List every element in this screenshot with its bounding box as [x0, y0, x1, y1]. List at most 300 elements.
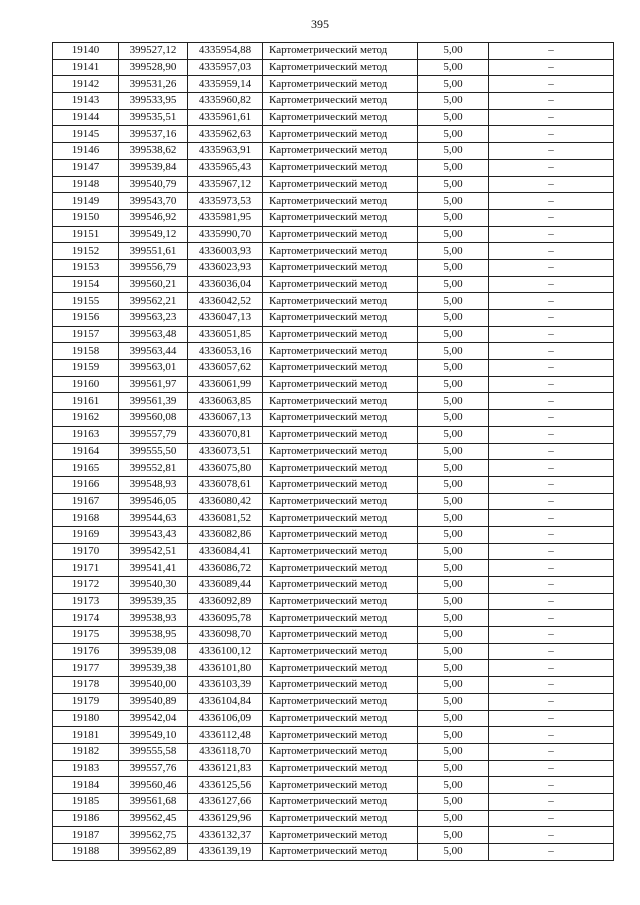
x-coordinate-cell: 399540,89: [119, 693, 188, 710]
x-coordinate-cell: 399563,23: [119, 310, 188, 327]
point-number-cell: 19143: [53, 93, 119, 110]
description-cell: –: [489, 543, 614, 560]
table-row: [53, 159, 614, 176]
precision-cell: 5,00: [418, 360, 489, 377]
point-number-cell: 19171: [53, 560, 119, 577]
x-coordinate-cell: 399563,48: [119, 326, 188, 343]
precision-cell: 5,00: [418, 93, 489, 110]
y-coordinate-cell: 4336061,99: [188, 376, 263, 393]
table-row: [53, 276, 614, 293]
method-cell: Картометрический метод: [263, 643, 418, 660]
precision-cell: 5,00: [418, 59, 489, 76]
table-row: [53, 760, 614, 777]
method-cell: Картометрический метод: [263, 443, 418, 460]
point-number-cell: 19159: [53, 360, 119, 377]
x-coordinate-cell: 399527,12: [119, 43, 188, 60]
y-coordinate-cell: 4336036,04: [188, 276, 263, 293]
description-cell: –: [489, 93, 614, 110]
description-cell: –: [489, 610, 614, 627]
method-cell: Картометрический метод: [263, 226, 418, 243]
y-coordinate-cell: 4336098,70: [188, 627, 263, 644]
description-cell: –: [489, 76, 614, 93]
point-number-cell: 19169: [53, 526, 119, 543]
y-coordinate-cell: 4336053,16: [188, 343, 263, 360]
point-number-cell: 19158: [53, 343, 119, 360]
precision-cell: 5,00: [418, 810, 489, 827]
x-coordinate-cell: 399563,01: [119, 360, 188, 377]
table-row: [53, 43, 614, 60]
table-row: [53, 693, 614, 710]
y-coordinate-cell: 4336127,66: [188, 793, 263, 810]
precision-cell: 5,00: [418, 376, 489, 393]
description-cell: –: [489, 159, 614, 176]
precision-cell: 5,00: [418, 393, 489, 410]
y-coordinate-cell: 4336095,78: [188, 610, 263, 627]
description-cell: –: [489, 276, 614, 293]
y-coordinate-cell: 4335954,88: [188, 43, 263, 60]
point-number-cell: 19165: [53, 460, 119, 477]
description-cell: –: [489, 143, 614, 160]
description-cell: –: [489, 293, 614, 310]
y-coordinate-cell: 4335965,43: [188, 159, 263, 176]
method-cell: Картометрический метод: [263, 526, 418, 543]
precision-cell: 5,00: [418, 310, 489, 327]
point-number-cell: 19142: [53, 76, 119, 93]
description-cell: –: [489, 460, 614, 477]
y-coordinate-cell: 4336125,56: [188, 777, 263, 794]
method-cell: Картометрический метод: [263, 410, 418, 427]
table-row: [53, 510, 614, 527]
point-number-cell: 19183: [53, 760, 119, 777]
precision-cell: 5,00: [418, 460, 489, 477]
table-row: [53, 410, 614, 427]
table-row: [53, 243, 614, 260]
y-coordinate-cell: 4336086,72: [188, 560, 263, 577]
y-coordinate-cell: 4336075,80: [188, 460, 263, 477]
method-cell: Картометрический метод: [263, 476, 418, 493]
method-cell: Картометрический метод: [263, 343, 418, 360]
y-coordinate-cell: 4336118,70: [188, 743, 263, 760]
point-number-cell: 19184: [53, 777, 119, 794]
y-coordinate-cell: 4335961,61: [188, 109, 263, 126]
point-number-cell: 19166: [53, 476, 119, 493]
point-number-cell: 19162: [53, 410, 119, 427]
description-cell: –: [489, 193, 614, 210]
table-row: [53, 360, 614, 377]
description-cell: –: [489, 677, 614, 694]
point-number-cell: 19152: [53, 243, 119, 260]
precision-cell: 5,00: [418, 276, 489, 293]
table-row: [53, 627, 614, 644]
x-coordinate-cell: 399537,16: [119, 126, 188, 143]
point-number-cell: 19141: [53, 59, 119, 76]
method-cell: Картометрический метод: [263, 276, 418, 293]
method-cell: Картометрический метод: [263, 293, 418, 310]
x-coordinate-cell: 399528,90: [119, 59, 188, 76]
x-coordinate-cell: 399549,10: [119, 727, 188, 744]
table-row: [53, 493, 614, 510]
point-number-cell: 19164: [53, 443, 119, 460]
x-coordinate-cell: 399546,92: [119, 209, 188, 226]
y-coordinate-cell: 4336121,83: [188, 760, 263, 777]
method-cell: Картометрический метод: [263, 310, 418, 327]
method-cell: Картометрический метод: [263, 243, 418, 260]
y-coordinate-cell: 4336082,86: [188, 526, 263, 543]
precision-cell: 5,00: [418, 510, 489, 527]
precision-cell: 5,00: [418, 827, 489, 844]
x-coordinate-cell: 399541,41: [119, 560, 188, 577]
x-coordinate-cell: 399556,79: [119, 259, 188, 276]
x-coordinate-cell: 399560,08: [119, 410, 188, 427]
table-row: [53, 176, 614, 193]
x-coordinate-cell: 399562,75: [119, 827, 188, 844]
point-number-cell: 19172: [53, 577, 119, 594]
table-row: [53, 677, 614, 694]
description-cell: –: [489, 560, 614, 577]
x-coordinate-cell: 399539,38: [119, 660, 188, 677]
description-cell: –: [489, 710, 614, 727]
y-coordinate-cell: 4336067,13: [188, 410, 263, 427]
description-cell: –: [489, 593, 614, 610]
precision-cell: 5,00: [418, 109, 489, 126]
table-row: [53, 426, 614, 443]
method-cell: Картометрический метод: [263, 710, 418, 727]
y-coordinate-cell: 4336070,81: [188, 426, 263, 443]
precision-cell: 5,00: [418, 426, 489, 443]
point-number-cell: 19186: [53, 810, 119, 827]
x-coordinate-cell: 399562,45: [119, 810, 188, 827]
x-coordinate-cell: 399561,68: [119, 793, 188, 810]
table-row: [53, 93, 614, 110]
y-coordinate-cell: 4335957,03: [188, 59, 263, 76]
x-coordinate-cell: 399560,46: [119, 777, 188, 794]
precision-cell: 5,00: [418, 209, 489, 226]
precision-cell: 5,00: [418, 410, 489, 427]
page-number: 395: [311, 17, 329, 31]
description-cell: –: [489, 393, 614, 410]
method-cell: Картометрический метод: [263, 326, 418, 343]
description-cell: –: [489, 660, 614, 677]
point-number-cell: 19182: [53, 743, 119, 760]
y-coordinate-cell: 4336003,93: [188, 243, 263, 260]
precision-cell: 5,00: [418, 43, 489, 60]
table-row: [53, 543, 614, 560]
description-cell: –: [489, 176, 614, 193]
precision-cell: 5,00: [418, 476, 489, 493]
table-row: [53, 844, 614, 861]
y-coordinate-cell: 4336078,61: [188, 476, 263, 493]
x-coordinate-cell: 399562,89: [119, 844, 188, 861]
description-cell: –: [489, 844, 614, 861]
x-coordinate-cell: 399557,76: [119, 760, 188, 777]
y-coordinate-cell: 4335967,12: [188, 176, 263, 193]
x-coordinate-cell: 399555,50: [119, 443, 188, 460]
x-coordinate-cell: 399539,84: [119, 159, 188, 176]
y-coordinate-cell: 4336129,96: [188, 810, 263, 827]
method-cell: Картометрический метод: [263, 593, 418, 610]
point-number-cell: 19154: [53, 276, 119, 293]
y-coordinate-cell: 4336051,85: [188, 326, 263, 343]
x-coordinate-cell: 399563,44: [119, 343, 188, 360]
precision-cell: 5,00: [418, 793, 489, 810]
method-cell: Картометрический метод: [263, 43, 418, 60]
method-cell: Картометрический метод: [263, 760, 418, 777]
method-cell: Картометрический метод: [263, 176, 418, 193]
table-row: [53, 393, 614, 410]
point-number-cell: 19178: [53, 677, 119, 694]
coordinates-table: [52, 42, 614, 861]
method-cell: Картометрический метод: [263, 777, 418, 794]
precision-cell: 5,00: [418, 560, 489, 577]
point-number-cell: 19151: [53, 226, 119, 243]
y-coordinate-cell: 4336042,52: [188, 293, 263, 310]
point-number-cell: 19160: [53, 376, 119, 393]
x-coordinate-cell: 399557,79: [119, 426, 188, 443]
table-row: [53, 226, 614, 243]
y-coordinate-cell: 4335962,63: [188, 126, 263, 143]
precision-cell: 5,00: [418, 643, 489, 660]
y-coordinate-cell: 4336081,52: [188, 510, 263, 527]
method-cell: Картометрический метод: [263, 109, 418, 126]
table-row: [53, 793, 614, 810]
y-coordinate-cell: 4335973,53: [188, 193, 263, 210]
x-coordinate-cell: 399543,70: [119, 193, 188, 210]
description-cell: –: [489, 326, 614, 343]
x-coordinate-cell: 399544,63: [119, 510, 188, 527]
table-row: [53, 259, 614, 276]
precision-cell: 5,00: [418, 727, 489, 744]
method-cell: Картометрический метод: [263, 259, 418, 276]
y-coordinate-cell: 4336047,13: [188, 310, 263, 327]
table-row: [53, 526, 614, 543]
table-row: [53, 810, 614, 827]
table-row: [53, 727, 614, 744]
x-coordinate-cell: 399539,08: [119, 643, 188, 660]
y-coordinate-cell: 4336023,93: [188, 259, 263, 276]
description-cell: –: [489, 526, 614, 543]
table-row: [53, 143, 614, 160]
point-number-cell: 19155: [53, 293, 119, 310]
y-coordinate-cell: 4335990,70: [188, 226, 263, 243]
y-coordinate-cell: 4336057,62: [188, 360, 263, 377]
x-coordinate-cell: 399539,35: [119, 593, 188, 610]
point-number-cell: 19144: [53, 109, 119, 126]
precision-cell: 5,00: [418, 343, 489, 360]
y-coordinate-cell: 4335981,95: [188, 209, 263, 226]
precision-cell: 5,00: [418, 844, 489, 861]
precision-cell: 5,00: [418, 259, 489, 276]
x-coordinate-cell: 399546,05: [119, 493, 188, 510]
method-cell: Картометрический метод: [263, 660, 418, 677]
description-cell: –: [489, 209, 614, 226]
y-coordinate-cell: 4336106,09: [188, 710, 263, 727]
precision-cell: 5,00: [418, 159, 489, 176]
table-row: [53, 827, 614, 844]
point-number-cell: 19147: [53, 159, 119, 176]
x-coordinate-cell: 399542,51: [119, 543, 188, 560]
x-coordinate-cell: 399561,97: [119, 376, 188, 393]
description-cell: –: [489, 627, 614, 644]
x-coordinate-cell: 399562,21: [119, 293, 188, 310]
precision-cell: 5,00: [418, 243, 489, 260]
point-number-cell: 19179: [53, 693, 119, 710]
precision-cell: 5,00: [418, 760, 489, 777]
method-cell: Картометрический метод: [263, 76, 418, 93]
description-cell: –: [489, 109, 614, 126]
table-row: [53, 126, 614, 143]
y-coordinate-cell: 4336073,51: [188, 443, 263, 460]
table-row: [53, 610, 614, 627]
precision-cell: 5,00: [418, 443, 489, 460]
coordinates-table-body: [53, 43, 614, 861]
precision-cell: 5,00: [418, 593, 489, 610]
precision-cell: 5,00: [418, 293, 489, 310]
x-coordinate-cell: 399551,61: [119, 243, 188, 260]
table-row: [53, 293, 614, 310]
method-cell: Картометрический метод: [263, 677, 418, 694]
x-coordinate-cell: 399560,21: [119, 276, 188, 293]
precision-cell: 5,00: [418, 326, 489, 343]
point-number-cell: 19161: [53, 393, 119, 410]
x-coordinate-cell: 399543,43: [119, 526, 188, 543]
table-row: [53, 209, 614, 226]
description-cell: –: [489, 643, 614, 660]
y-coordinate-cell: 4336104,84: [188, 693, 263, 710]
method-cell: Картометрический метод: [263, 743, 418, 760]
point-number-cell: 19167: [53, 493, 119, 510]
point-number-cell: 19188: [53, 844, 119, 861]
table-row: [53, 643, 614, 660]
method-cell: Картометрический метод: [263, 360, 418, 377]
description-cell: –: [489, 343, 614, 360]
description-cell: –: [489, 360, 614, 377]
point-number-cell: 19187: [53, 827, 119, 844]
point-number-cell: 19140: [53, 43, 119, 60]
point-number-cell: 19181: [53, 727, 119, 744]
method-cell: Картометрический метод: [263, 59, 418, 76]
method-cell: Картометрический метод: [263, 193, 418, 210]
description-cell: –: [489, 410, 614, 427]
description-cell: –: [489, 59, 614, 76]
table-row: [53, 577, 614, 594]
x-coordinate-cell: 399531,26: [119, 76, 188, 93]
point-number-cell: 19185: [53, 793, 119, 810]
x-coordinate-cell: 399538,95: [119, 627, 188, 644]
table-row: [53, 326, 614, 343]
precision-cell: 5,00: [418, 226, 489, 243]
method-cell: Картометрический метод: [263, 560, 418, 577]
precision-cell: 5,00: [418, 193, 489, 210]
point-number-cell: 19176: [53, 643, 119, 660]
x-coordinate-cell: 399540,30: [119, 577, 188, 594]
table-row: [53, 660, 614, 677]
description-cell: –: [489, 43, 614, 60]
method-cell: Картометрический метод: [263, 393, 418, 410]
method-cell: Картометрический метод: [263, 143, 418, 160]
point-number-cell: 19149: [53, 193, 119, 210]
description-cell: –: [489, 793, 614, 810]
method-cell: Картометрический метод: [263, 793, 418, 810]
x-coordinate-cell: 399540,79: [119, 176, 188, 193]
precision-cell: 5,00: [418, 777, 489, 794]
x-coordinate-cell: 399538,93: [119, 610, 188, 627]
point-number-cell: 19168: [53, 510, 119, 527]
point-number-cell: 19180: [53, 710, 119, 727]
description-cell: –: [489, 126, 614, 143]
y-coordinate-cell: 4335959,14: [188, 76, 263, 93]
description-cell: –: [489, 476, 614, 493]
x-coordinate-cell: 399542,04: [119, 710, 188, 727]
table-row: [53, 310, 614, 327]
method-cell: Картометрический метод: [263, 126, 418, 143]
x-coordinate-cell: 399533,95: [119, 93, 188, 110]
point-number-cell: 19150: [53, 209, 119, 226]
method-cell: Картометрический метод: [263, 844, 418, 861]
point-number-cell: 19173: [53, 593, 119, 610]
point-number-cell: 19170: [53, 543, 119, 560]
description-cell: –: [489, 376, 614, 393]
y-coordinate-cell: 4335963,91: [188, 143, 263, 160]
table-row: [53, 593, 614, 610]
point-number-cell: 19175: [53, 627, 119, 644]
precision-cell: 5,00: [418, 143, 489, 160]
precision-cell: 5,00: [418, 76, 489, 93]
y-coordinate-cell: 4336139,19: [188, 844, 263, 861]
point-number-cell: 19146: [53, 143, 119, 160]
description-cell: –: [489, 777, 614, 794]
method-cell: Картометрический метод: [263, 510, 418, 527]
method-cell: Картометрический метод: [263, 460, 418, 477]
description-cell: –: [489, 693, 614, 710]
y-coordinate-cell: 4336089,44: [188, 577, 263, 594]
description-cell: –: [489, 243, 614, 260]
method-cell: Картометрический метод: [263, 209, 418, 226]
table-row: [53, 777, 614, 794]
x-coordinate-cell: 399552,81: [119, 460, 188, 477]
description-cell: –: [489, 310, 614, 327]
y-coordinate-cell: 4336101,80: [188, 660, 263, 677]
table-row: [53, 376, 614, 393]
table-row: [53, 109, 614, 126]
precision-cell: 5,00: [418, 610, 489, 627]
method-cell: Картометрический метод: [263, 543, 418, 560]
table-row: [53, 443, 614, 460]
x-coordinate-cell: 399548,93: [119, 476, 188, 493]
point-number-cell: 19153: [53, 259, 119, 276]
x-coordinate-cell: 399555,58: [119, 743, 188, 760]
method-cell: Картометрический метод: [263, 426, 418, 443]
method-cell: Картометрический метод: [263, 577, 418, 594]
point-number-cell: 19174: [53, 610, 119, 627]
table-row: [53, 560, 614, 577]
description-cell: –: [489, 259, 614, 276]
method-cell: Картометрический метод: [263, 627, 418, 644]
description-cell: –: [489, 727, 614, 744]
precision-cell: 5,00: [418, 126, 489, 143]
point-number-cell: 19145: [53, 126, 119, 143]
point-number-cell: 19156: [53, 310, 119, 327]
description-cell: –: [489, 810, 614, 827]
point-number-cell: 19163: [53, 426, 119, 443]
description-cell: –: [489, 577, 614, 594]
precision-cell: 5,00: [418, 677, 489, 694]
precision-cell: 5,00: [418, 543, 489, 560]
table-row: [53, 476, 614, 493]
precision-cell: 5,00: [418, 693, 489, 710]
method-cell: Картометрический метод: [263, 810, 418, 827]
y-coordinate-cell: 4336103,39: [188, 677, 263, 694]
method-cell: Картометрический метод: [263, 693, 418, 710]
